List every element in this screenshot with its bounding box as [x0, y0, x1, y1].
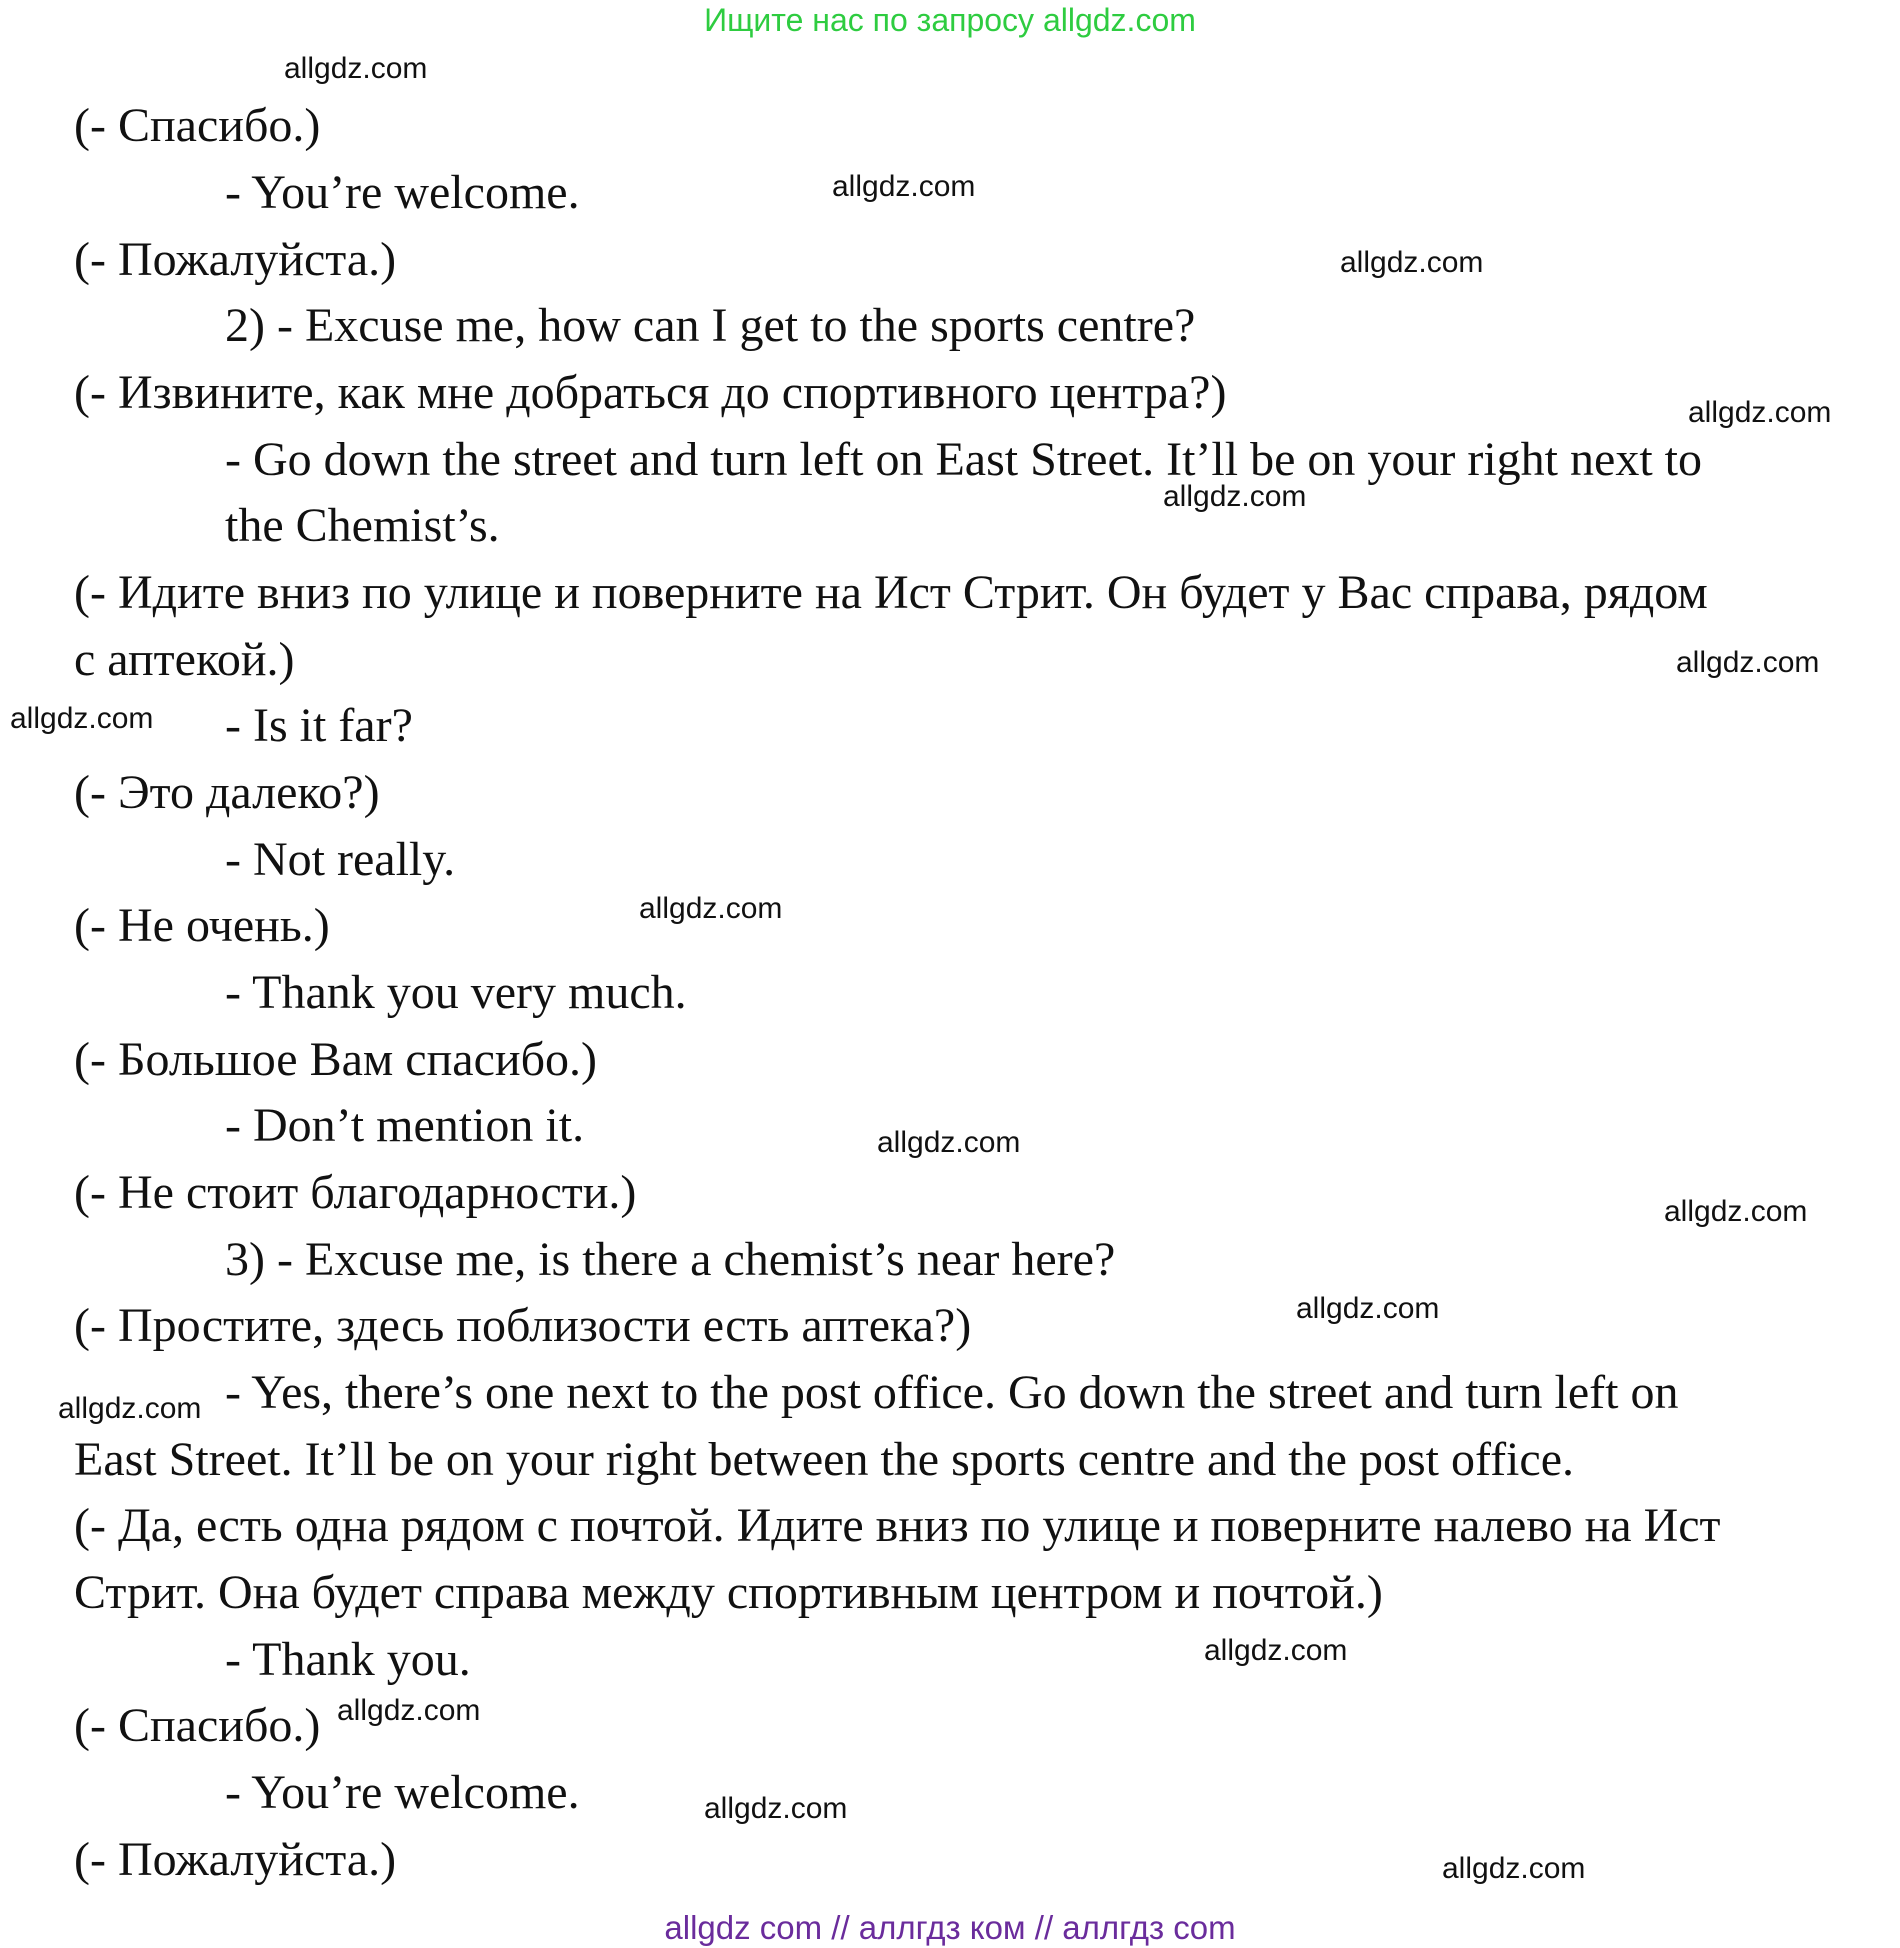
watermark: allgdz.com — [10, 702, 154, 735]
watermark: allgdz.com — [337, 1694, 481, 1727]
text-line: - Don’t mention it. — [225, 1099, 585, 1152]
watermark: allgdz.com — [877, 1126, 1021, 1159]
watermark: allgdz.com — [58, 1392, 202, 1425]
site-footer[interactable]: allgdz com // аллгдз ком // аллгдз com — [664, 1909, 1236, 1946]
text-line: (- Пожалуйста.) — [74, 233, 397, 286]
watermark: allgdz.com — [832, 170, 976, 203]
text-line: - Yes, there’s one next to the post office. Go down the street and turn left on — [225, 1366, 1679, 1419]
watermark: allgdz.com — [1296, 1292, 1440, 1325]
text-line: - Thank you very much. — [225, 966, 687, 1019]
text-line: - You’re welcome. — [225, 166, 580, 219]
text-line: 3) - Excuse me, is there a chemist’s near here? — [225, 1233, 1116, 1286]
text-line: (- Спасибо.) — [74, 1699, 321, 1752]
text-line: Стрит. Она будет справа между спортивным центром и почтой.) — [74, 1566, 1383, 1619]
text-line: - Thank you. — [225, 1633, 471, 1686]
text-line: - Is it far? — [225, 699, 413, 752]
text-line: (- Простите, здесь поблизости есть аптека?) — [74, 1299, 972, 1352]
watermark: allgdz.com — [1204, 1634, 1348, 1667]
text-line: с аптекой.) — [74, 633, 295, 686]
site-banner[interactable]: Ищите нас по запросу allgdz.com — [704, 2, 1196, 38]
watermark: allgdz.com — [1442, 1852, 1586, 1885]
text-line: - Not really. — [225, 833, 456, 886]
text-line: (- Да, есть одна рядом с почтой. Идите вниз по улице и поверните налево на Ист — [74, 1499, 1721, 1552]
text-line: (- Извините, как мне добраться до спортивного центра?) — [74, 366, 1227, 419]
text-line: (- Большое Вам спасибо.) — [74, 1033, 597, 1086]
watermark: allgdz.com — [1163, 480, 1307, 513]
text-line: (- Пожалуйста.) — [74, 1833, 397, 1886]
text-line: (- Не стоит благодарности.) — [74, 1166, 637, 1219]
watermark: allgdz.com — [1688, 396, 1832, 429]
text-line: - Go down the street and turn left on East Street. It’ll be on your right next to — [225, 433, 1702, 486]
watermark: allgdz.com — [1664, 1195, 1808, 1228]
watermark: allgdz.com — [284, 52, 428, 85]
text-line: (- Спасибо.) — [74, 99, 321, 152]
text-line: the Chemist’s. — [225, 499, 500, 552]
text-line: (- Идите вниз по улице и поверните на Ист Стрит. Он будет у Вас справа, рядом — [74, 566, 1708, 619]
watermark: allgdz.com — [704, 1792, 848, 1825]
text-line: (- Это далеко?) — [74, 766, 380, 819]
watermark: allgdz.com — [1676, 646, 1820, 679]
watermark: allgdz.com — [639, 892, 783, 925]
text-line: 2) - Excuse me, how can I get to the sports centre? — [225, 299, 1196, 352]
text-line: (- Не очень.) — [74, 899, 330, 952]
text-line: East Street. It’ll be on your right between the sports centre and the post office. — [74, 1433, 1574, 1486]
text-line: - You’re welcome. — [225, 1766, 580, 1819]
watermark: allgdz.com — [1340, 246, 1484, 279]
